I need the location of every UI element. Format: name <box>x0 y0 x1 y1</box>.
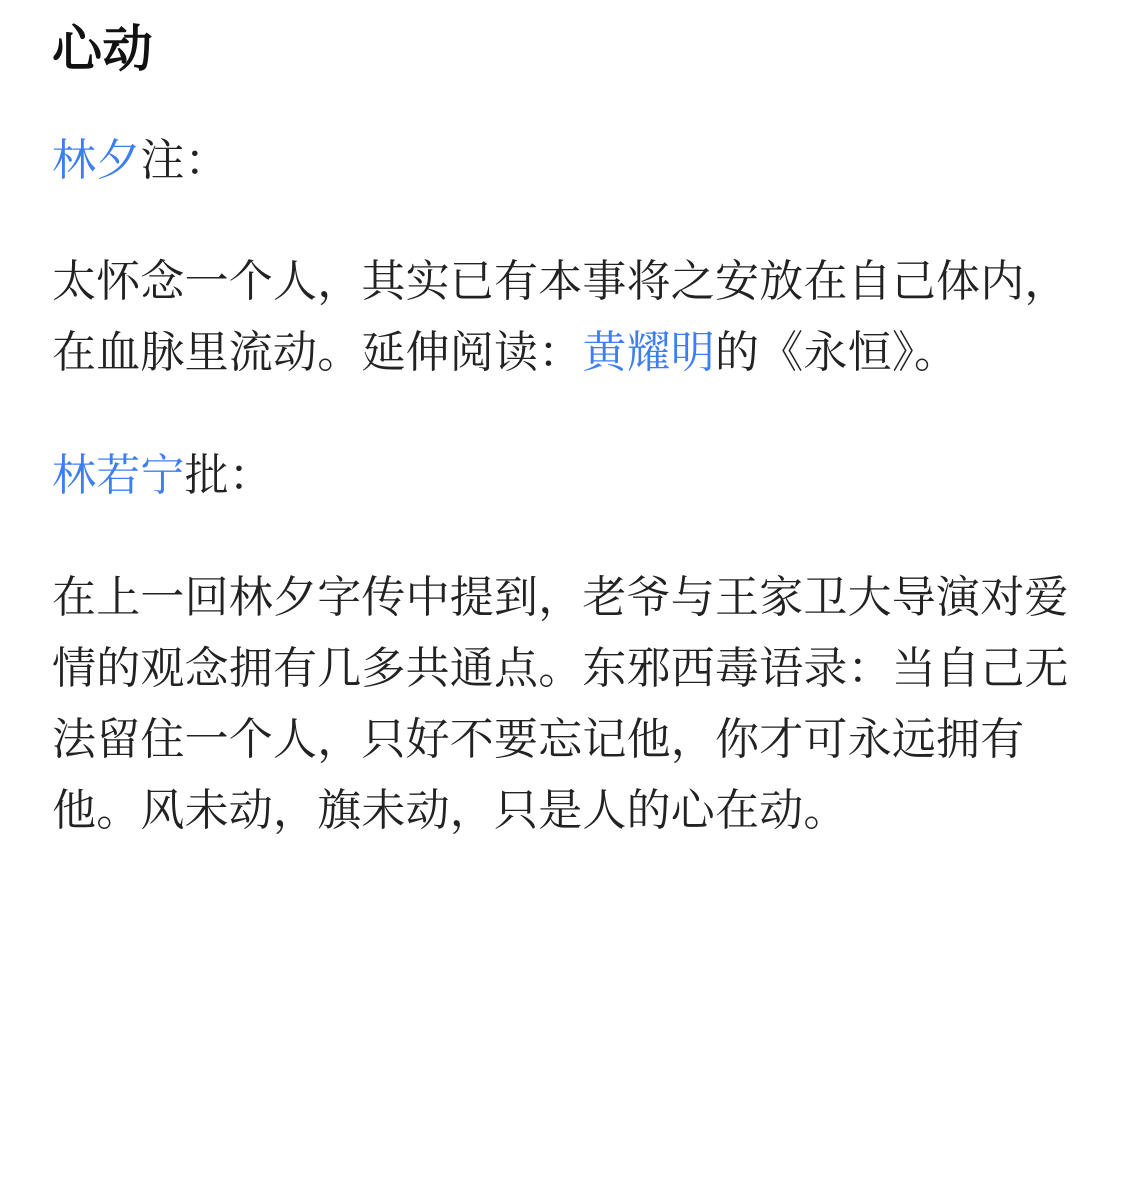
paragraph-tail-text: 的《永恒》。 <box>715 328 959 378</box>
paragraph-lead-text: 太怀念一个人，其实已有本事将之安放在自己体内，在血脉里流动。延伸阅读： <box>52 256 1069 378</box>
paragraph-body-text: 在上一回林夕字传中提到，老爷与王家卫大导演对爱情的观念拥有几多共通点。东邪西毒语录：当自己无法留住一个人，只好不要忘记他，你才可永远拥有他。风未动，旗未动，只是人的心在动。 <box>52 572 1069 836</box>
paragraph-lin-ruoning-comment <box>52 562 1077 847</box>
author-link-lin-xi[interactable]: 林夕 <box>52 135 141 185</box>
author-link-lin-ruoning[interactable]: 林若宁 <box>52 451 185 501</box>
attribution-lin-xi <box>52 125 1077 196</box>
attribution-lin-ruoning <box>52 440 1077 511</box>
artist-link-huang-yaoming[interactable]: 黄耀明 <box>582 328 716 378</box>
attribution-suffix-comment: 批： <box>184 451 274 501</box>
paragraph-lin-xi-note <box>52 246 1077 389</box>
page-title: 心动 <box>52 21 153 77</box>
attribution-suffix-note: 注： <box>140 135 229 185</box>
